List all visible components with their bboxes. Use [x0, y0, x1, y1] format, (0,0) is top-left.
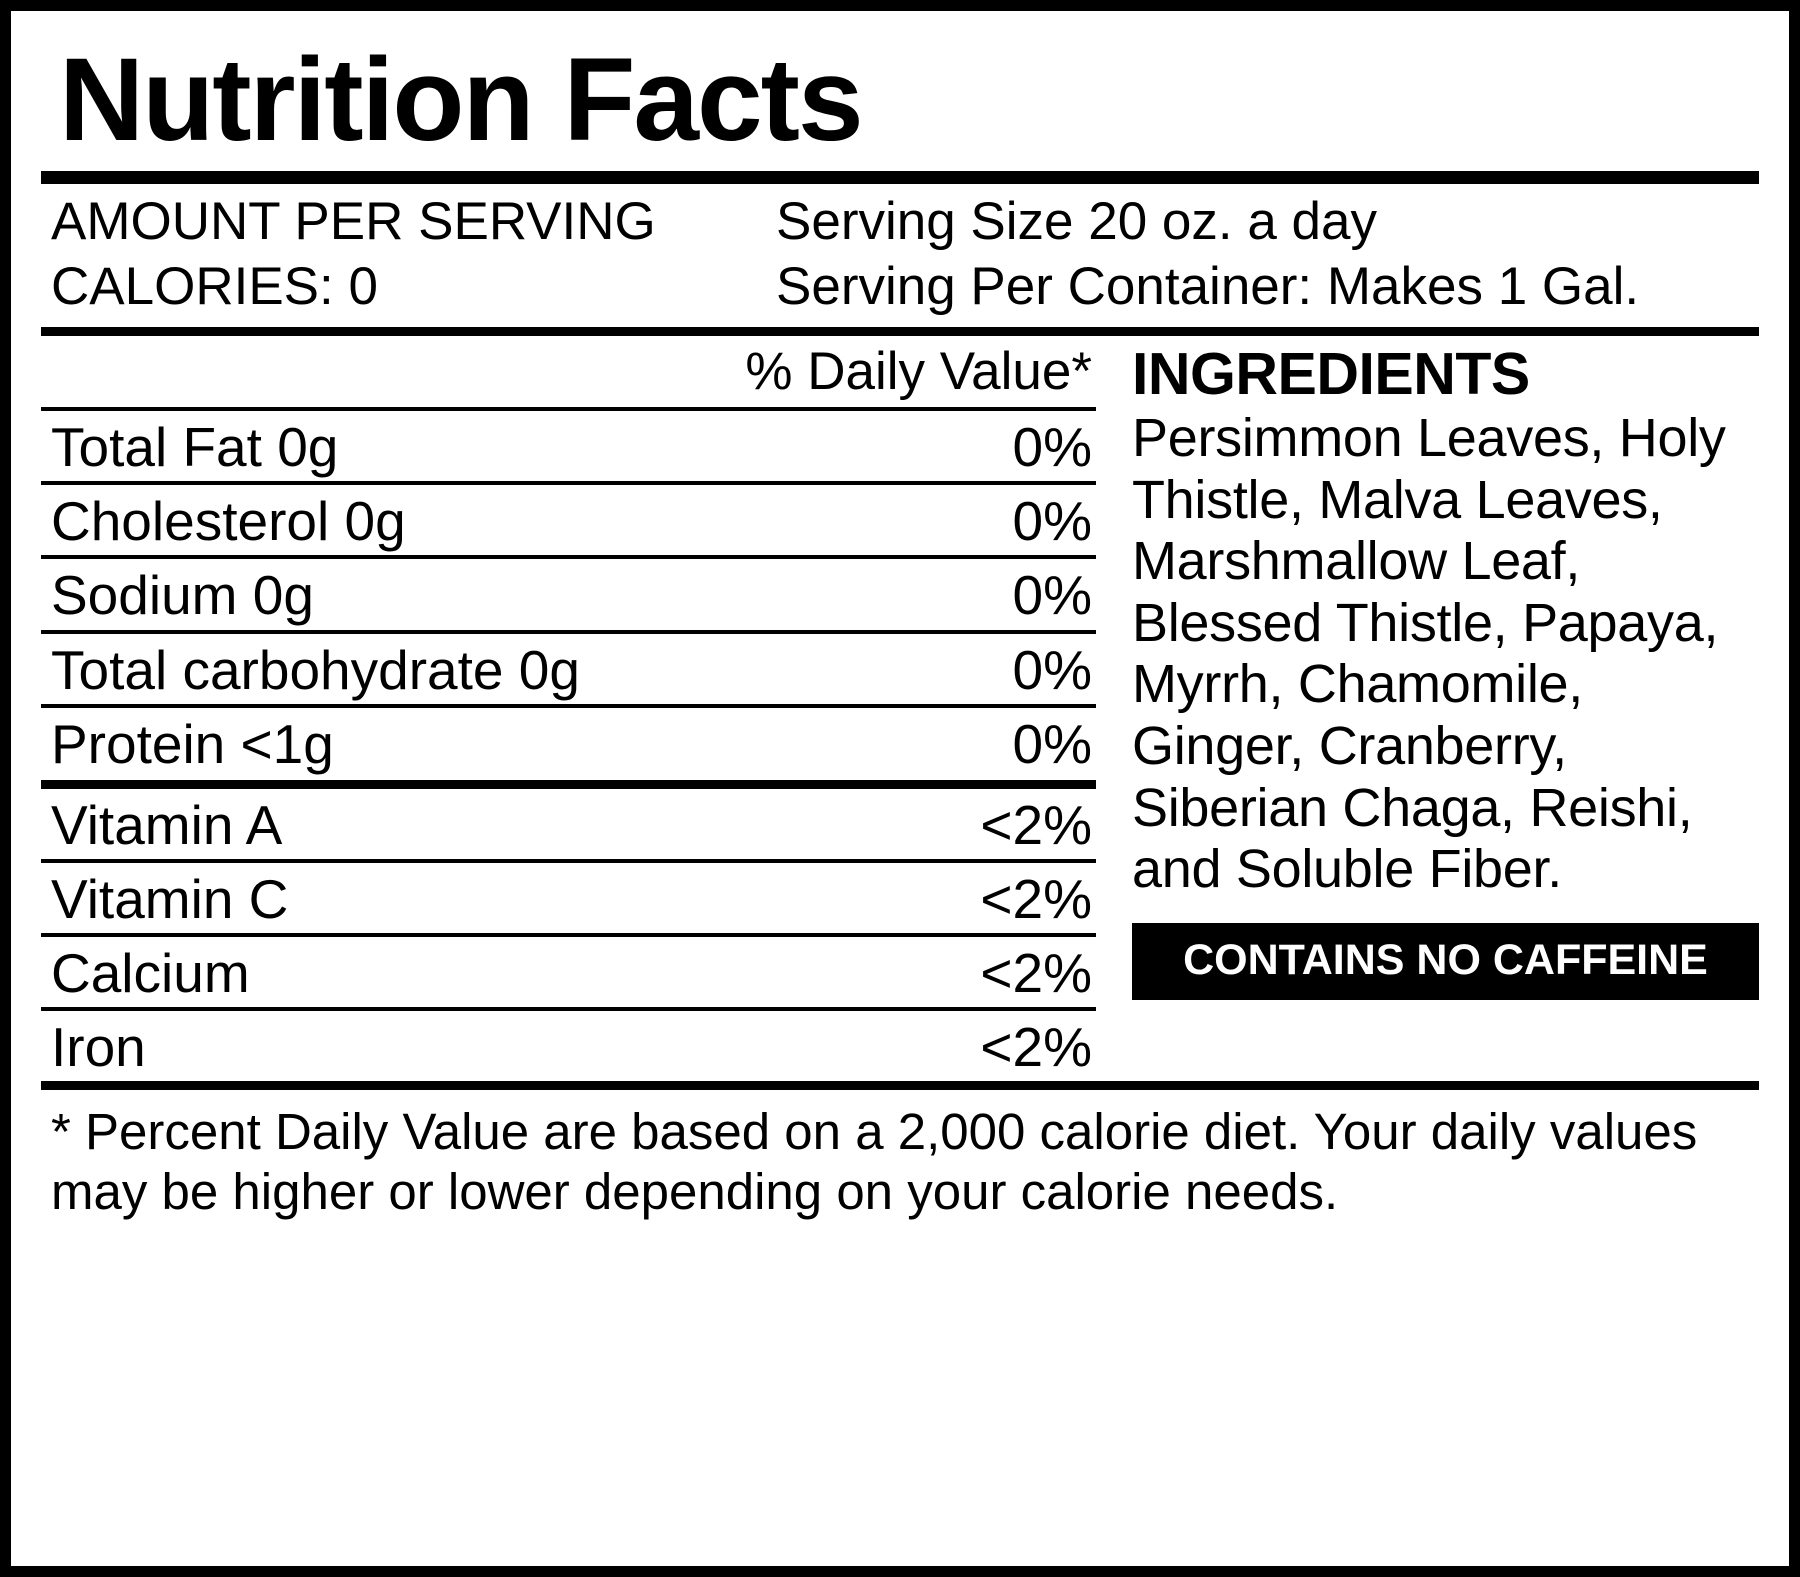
table-row [41, 485, 1096, 555]
serving-row-2 [41, 255, 1759, 320]
nutrient-name: Cholesterol 0g [51, 490, 406, 553]
nutrient-dv: 0% [1012, 490, 1092, 553]
nutrient-dv: 0% [1012, 416, 1092, 479]
nutrient-name: Calcium [51, 941, 250, 1004]
nutrient-name: Total carbohydrate 0g [51, 638, 580, 701]
table-row [41, 634, 1096, 704]
table-row [41, 1011, 1096, 1081]
table-row [41, 863, 1096, 933]
table-row [41, 411, 1096, 481]
nutrient-name: Vitamin A [51, 793, 283, 856]
status-badge: CONTAINS NO CAFFEINE [1132, 923, 1759, 1000]
serving-info-block [41, 184, 1759, 327]
nutrient-dv: <2% [980, 1016, 1092, 1078]
calories-value: CALORIES: 0 [51, 256, 378, 316]
daily-value-header: % Daily Value* [745, 342, 1092, 402]
nutrient-name: Sodium 0g [51, 564, 314, 627]
divider-under-serving [41, 327, 1759, 336]
nutrient-dv: 0% [1012, 638, 1092, 701]
nutrient-dv: <2% [980, 867, 1092, 930]
ingredients-column [1104, 336, 1759, 1081]
serving-row-1 [41, 190, 1759, 255]
label-body [41, 336, 1759, 1081]
serving-size-value: Serving Size 20 oz. a day [776, 192, 1378, 251]
ingredients-text: Persimmon Leaves, Holy Thistle, Malva Leaves, Marshmallow Leaf, Blessed Thistle, Papaya, Myrrh, Chamomile, Ginger, Cranberry, Siberian Chaga, Reishi, and Soluble Fiber. [1132, 408, 1726, 900]
table-row [41, 559, 1096, 629]
nutrient-name: Iron [51, 1016, 146, 1078]
table-row [41, 708, 1096, 778]
nutrient-name: Total Fat 0g [51, 416, 339, 479]
servings-per-container-value: Serving Per Container: Makes 1 Gal. [776, 256, 1640, 316]
divider-above-footnote [41, 1081, 1759, 1090]
table-row [41, 937, 1096, 1007]
divider-under-title [41, 171, 1759, 184]
page-title: Nutrition Facts [59, 34, 862, 166]
table-row [41, 789, 1096, 859]
nutrient-column [41, 336, 1104, 1081]
nutrient-name: Protein <1g [51, 712, 334, 775]
footnote: * Percent Daily Value are based on a 2,000 calorie diet. Your daily values may be higher or lower depending on your calorie needs. [51, 1103, 1698, 1221]
divider-before-vitamins [41, 780, 1096, 789]
nutrient-dv: 0% [1012, 564, 1092, 627]
nutrient-name: Vitamin C [51, 867, 289, 930]
nutrient-dv: 0% [1012, 712, 1092, 775]
ingredients-title: INGREDIENTS [1132, 341, 1530, 408]
nutrient-dv: <2% [980, 941, 1092, 1004]
amount-per-serving-label: AMOUNT PER SERVING [51, 192, 656, 251]
nutrient-dv: <2% [980, 793, 1092, 856]
